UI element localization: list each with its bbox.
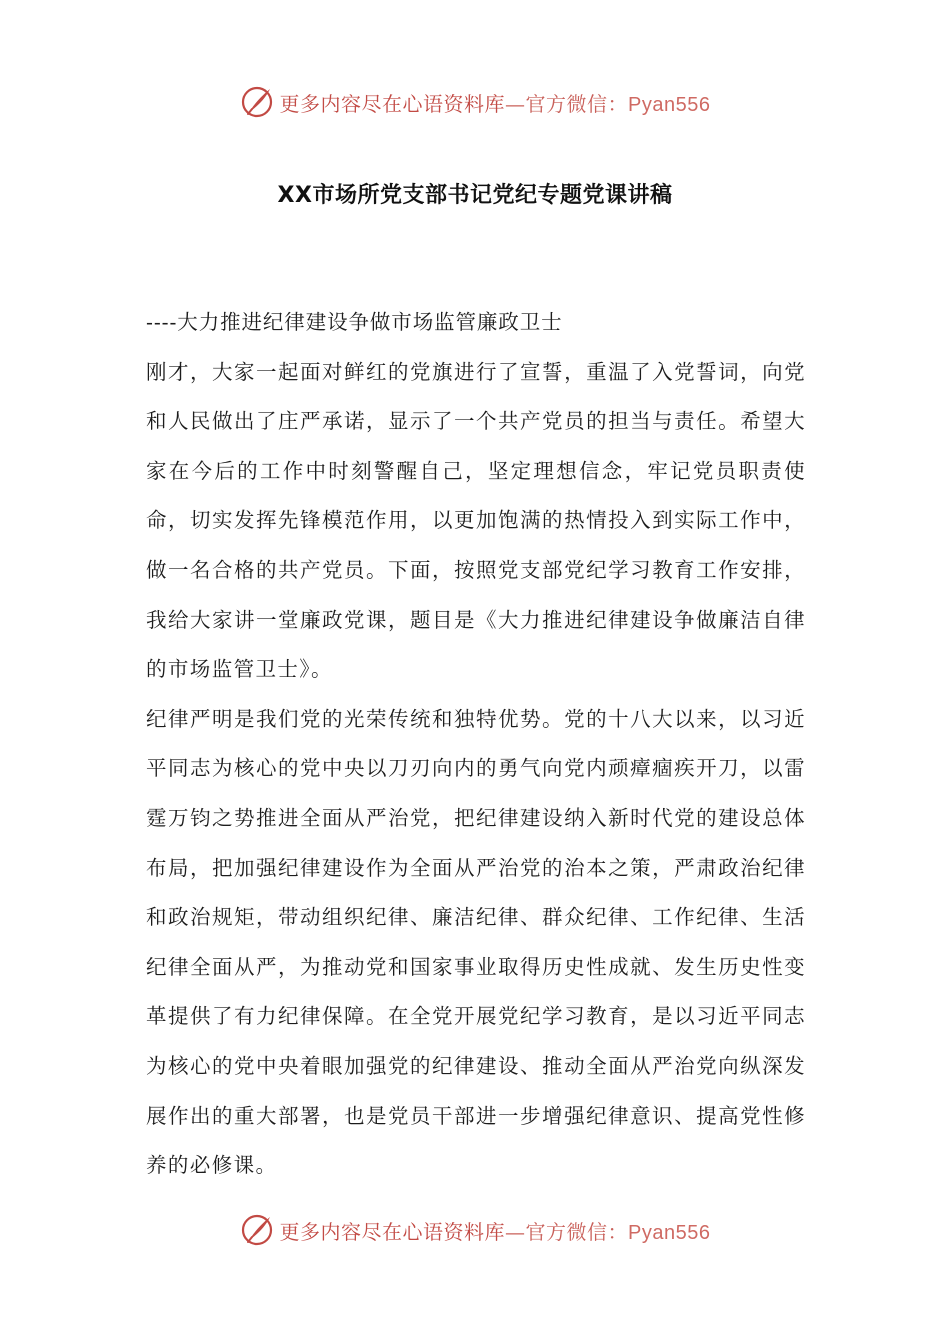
document-subtitle: ----大力推进纪律建设争做市场监管廉政卫士 — [146, 310, 563, 334]
banner-separator: — — [505, 91, 526, 116]
banner-separator: — — [505, 1219, 526, 1244]
banner-text — [280, 88, 711, 117]
quill-circle-icon — [240, 85, 274, 119]
header-banner — [0, 80, 950, 124]
document-title: XX市场所党支部书记党纪专题党课讲稿 — [277, 183, 673, 208]
footer-banner — [0, 1208, 950, 1252]
paragraph-2: 纪律严明是我们党的光荣传统和独特优势。党的十八大以来，以习近平同志为核心的党中央以刀刃向内的勇气向党内顽瘴痼疾开刀，以雷霆万钧之势推进全面从严治党，把纪律建设纳入新时代党的建设总体布局，把加强纪律建设作为全面从严治党的治本之策，严肃政治纪律和政治规矩，带动组织纪律、廉洁纪律、群众纪律、工作纪律、生活纪律全面从严，为推动党和国家事业取得历史性成就、发生历史性变革提供了有力纪律保障。在全党开展党纪学习教育，是以习近平同志为核心的党中央着眼加强党的纪律建设、推动全面从严治党向纵深发展作出的重大部署，也是党员干部进一步增强纪律意识、提高党性修养的必修课。 — [146, 706, 806, 1178]
banner-wechat-label: 官方微信： — [525, 91, 629, 116]
banner-wechat-label: 官方微信： — [525, 1219, 629, 1244]
paragraph-1: 刚才，大家一起面对鲜红的党旗进行了宣誓，重温了入党誓词，向党和人民做出了庄严承诺，显示了一个共产党员的担当与责任。希望大家在今后的工作中时刻警醒自己，坚定理想信念，牢记党员职责使命，切实发挥先锋模范作用，以更加饱满的热情投入到实际工作中，做一名合格的共产党员。下面，按照党支部党纪学习教育工作安排，我给大家讲一堂廉政党课，题目是《大力推进纪律建设争做廉洁自律的市场监管卫士》。 — [146, 359, 806, 682]
banner-content — [240, 1213, 711, 1247]
banner-text — [280, 1216, 711, 1245]
quill-circle-icon — [240, 1213, 274, 1247]
banner-lead: 更多内容尽在心语资料库 — [279, 91, 506, 116]
banner-content — [240, 85, 711, 119]
banner-lead: 更多内容尽在心语资料库 — [279, 1219, 506, 1244]
document-body — [146, 298, 806, 1191]
banner-wechat-id: Pyan556 — [628, 1221, 711, 1244]
banner-wechat-id: Pyan556 — [628, 93, 711, 116]
